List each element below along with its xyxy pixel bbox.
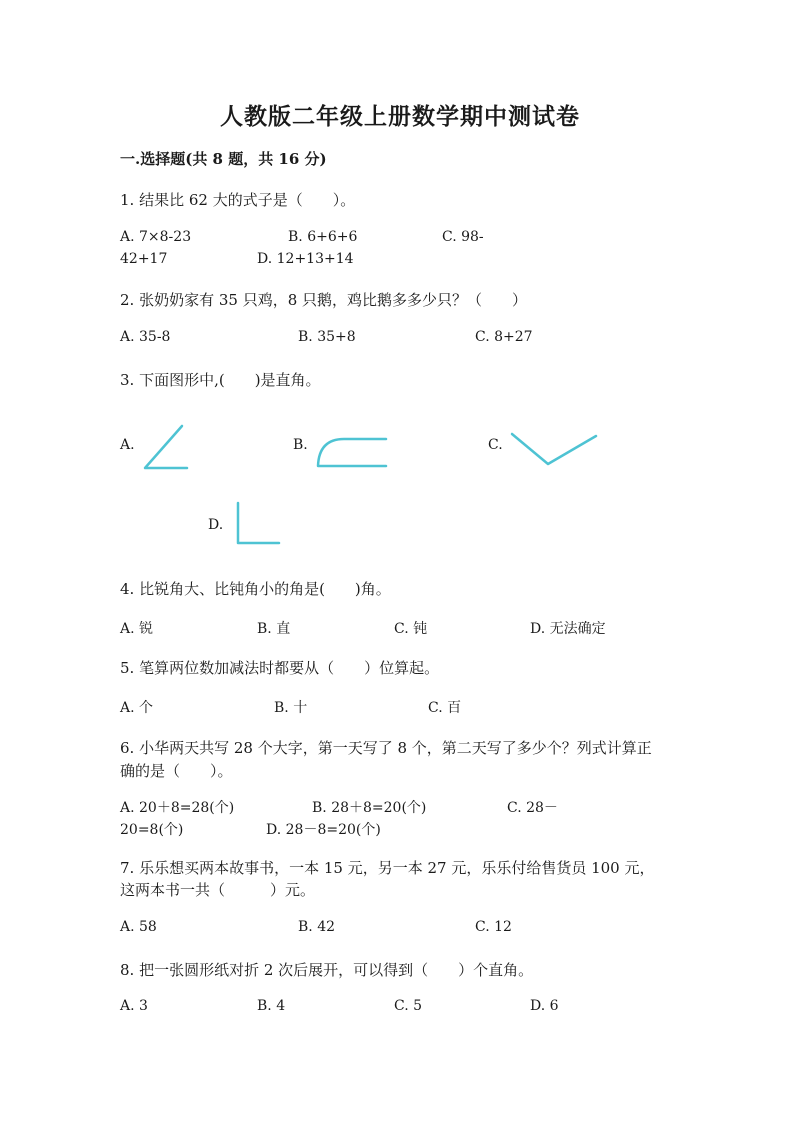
question-2: 2. 张奶奶家有 35 只鸡，8 只鹅，鸡比鹅多多少只？（ ）: [120, 291, 528, 309]
q7-option-b[interactable]: B. 42: [298, 919, 336, 935]
q3-option-a[interactable]: A.: [120, 437, 135, 453]
question-6-line-1: 6. 小华两天共写 28 个大字，第一天写了 8 个，第二天写了多少个？列式计算正: [120, 739, 652, 757]
q1-option-b[interactable]: B. 6+6+6: [288, 229, 358, 245]
q4-option-a[interactable]: A. 锐: [120, 621, 154, 637]
q5-option-c[interactable]: C. 百: [428, 700, 462, 716]
question-6-line-2: 确的是（ ）。: [120, 762, 233, 780]
question-8: 8. 把一张圆形纸对折 2 次后展开，可以得到（ ）个直角。: [120, 961, 534, 979]
q7-option-c[interactable]: C. 12: [475, 919, 512, 935]
page-title: 人教版二年级上册数学期中测试卷: [220, 103, 580, 130]
q4-option-b[interactable]: B. 直: [257, 621, 291, 637]
q2-option-a[interactable]: A. 35-8: [120, 329, 171, 345]
q2-option-b[interactable]: B. 35+8: [298, 329, 356, 345]
q3-option-d[interactable]: D.: [208, 517, 224, 533]
q6-option-c[interactable]: C. 28－: [507, 800, 558, 816]
q2-option-c[interactable]: C. 8+27: [475, 329, 533, 345]
question-5: 5. 笔算两位数加减法时都要从（ ）位算起。: [120, 659, 440, 677]
q6-option-b[interactable]: B. 28＋8=20(个): [312, 800, 427, 816]
q3-option-c[interactable]: C.: [488, 437, 503, 453]
q8-option-a[interactable]: A. 3: [120, 998, 148, 1014]
obtuse-angle-figure: [508, 430, 600, 470]
q1-option-c-continued[interactable]: 42+17: [120, 251, 168, 267]
q8-option-d[interactable]: D. 6: [530, 998, 559, 1014]
q1-option-a[interactable]: A. 7×8-23: [120, 229, 192, 245]
q6-option-a[interactable]: A. 20＋8=28(个): [120, 800, 235, 816]
question-7-line-2: 这两本书一共（ ）元。: [120, 881, 316, 899]
question-1: 1. 结果比 62 大的式子是（ ）。: [120, 191, 356, 209]
q6-option-c-continued[interactable]: 20=8(个): [120, 822, 184, 838]
q4-option-c[interactable]: C. 钝: [394, 621, 428, 637]
q4-option-d[interactable]: D. 无法确定: [530, 621, 606, 637]
section-heading: 一.选择题(共 8 题，共 16 分): [120, 150, 327, 168]
q3-option-b[interactable]: B.: [293, 437, 308, 453]
q6-option-d[interactable]: D. 28－8=20(个): [266, 822, 381, 838]
q5-option-b[interactable]: B. 十: [274, 700, 308, 716]
question-7-line-1: 7. 乐乐想买两本故事书，一本 15 元，另一本 27 元，乐乐付给售货员 100 元，: [120, 859, 655, 877]
q1-option-c[interactable]: C. 98-: [442, 229, 484, 245]
q8-option-c[interactable]: C. 5: [394, 998, 423, 1014]
q5-option-a[interactable]: A. 个: [120, 700, 154, 716]
question-3: 3. 下面图形中,( )是直角。: [120, 371, 321, 389]
right-angle-figure: [234, 500, 284, 548]
q1-option-d[interactable]: D. 12+13+14: [257, 251, 354, 267]
q7-option-a[interactable]: A. 58: [120, 919, 157, 935]
q8-option-b[interactable]: B. 4: [257, 998, 286, 1014]
question-4: 4. 比锐角大、比钝角小的角是( )角。: [120, 580, 391, 598]
acute-angle-figure: [140, 422, 190, 472]
curved-corner-figure: [314, 434, 390, 470]
